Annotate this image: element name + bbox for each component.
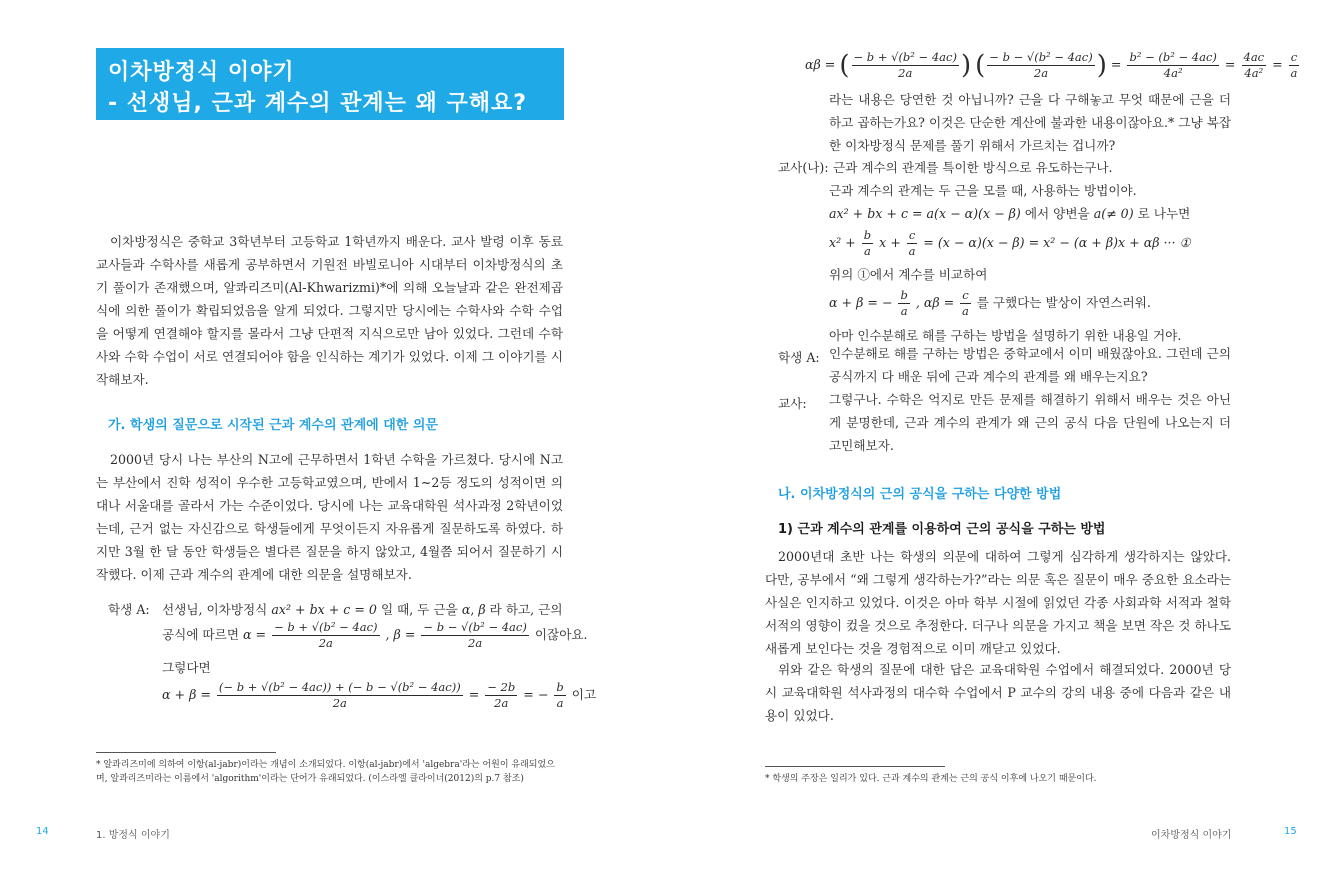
sum-fraction3 bbox=[554, 680, 565, 711]
teacher-line3-post: 로 나누면 bbox=[1137, 206, 1191, 221]
right-page-number: 15 bbox=[1284, 826, 1297, 837]
vieta-formulas bbox=[829, 288, 1151, 319]
subsection-1-text2: 위와 같은 학생의 질문에 대한 답은 교육대학원 수업에서 해결되었다. 2000년 당시 교육대학원 석사과정의 대수학 수업에서 P 교수의 강의 내용 중에 다음과 같은 내용이 있었다. bbox=[765, 662, 1231, 723]
student-continuation-text: 라는 내용은 당연한 것 아닙니까? 근을 다 구해놓고 무엇 때문에 근을 더하고 곱하는가요? 이것은 단순한 계산에 불과한 내용이잖아요.* 그냥 복잡한 이차방정식 문제를 풀기 위해서 가르치는 겁니까? bbox=[829, 92, 1231, 153]
prod-den1: 2a bbox=[898, 66, 913, 80]
beta-fraction bbox=[421, 620, 528, 651]
section-a-heading: 가. 학생의 질문으로 시작된 근과 계수의 관계에 대한 의문 bbox=[108, 418, 438, 433]
footnote-divider bbox=[96, 752, 276, 753]
section-a-paragraph bbox=[96, 448, 563, 586]
eq3-frac-c-num: c bbox=[962, 288, 969, 302]
student-a-line2 bbox=[162, 620, 588, 651]
section-a-text: 2000년 당시 나는 부산의 N고에 근무하면서 1학년 수학을 가르쳤다. 당시에 N고는 부산에서 진학 성적이 우수한 고등학교였으며, 반에서 1~2등 정도의 성적이면 의대나 서울대를 골라서 가는 수준이었다. 당시에 나는 교육대학원 석사과정 2학년이었는데, 근거 없는 자신감으로 학생들에게 무엇이든지 자유롭게 질문하도록 하였다. 하지만 3월 한 달 동안 학생들은 별다른 질문을 하지 않았고, 4월쯤 되어서 질문하기 시작했다. 이제 근과 계수의 관계에 대한 의문을 설명해보자. bbox=[96, 452, 563, 582]
subsection-1-paragraph1 bbox=[765, 545, 1231, 660]
teacher-line1: 근과 계수의 관계를 특이한 방식으로 유도하는구나. bbox=[833, 160, 1113, 175]
alpha-numerator: − b + √(b² − 4ac) bbox=[274, 620, 378, 634]
prod-num3: b² − (b² − 4ac) bbox=[1129, 50, 1217, 64]
eq2-frac-b-num: b bbox=[863, 228, 872, 242]
teacher-line5-post: 를 구했다는 발상이 자연스러워. bbox=[976, 295, 1151, 310]
prod-num1: − b + √(b² − 4ac) bbox=[853, 50, 957, 64]
teacher2-text: 그렇구나. 수학은 억지로 만든 문제를 해결하기 위해서 배우는 것은 아닌게 분명한데, 근과 계수의 관계가 왜 근의 공식 다음 단원에 나오는지 더 고민해보자. bbox=[829, 392, 1231, 453]
subsection-1-text1: 2000년대 초반 나는 학생의 의문에 대하여 그렇게 심각하게 생각하지는 않았다. 다만, 공부에서 “왜 그렇게 생각하는가?”라는 의문 혹은 질문이 매우 중요한 요소라는 사실은 인지하고 있었다. 이것은 아마 학부 시절에 읽었던 각종 사회과학 서적과 철학 서적의 영향이 컸을 것으로 추정한다. 더구나 의문을 가지고 책을 보면 작은 것 하나도 새롭게 보인다는 것을 경험적으로 이미 깨닫고 있었다. bbox=[765, 549, 1231, 656]
sum-denominator2: 2a bbox=[494, 696, 509, 710]
sum-fraction bbox=[217, 680, 463, 711]
teacher-line2: 근과 계수의 관계는 두 근을 모를 때, 사용하는 방법이야. bbox=[829, 183, 1137, 198]
eq3-frac-c bbox=[960, 288, 970, 319]
prod-den5: a bbox=[1290, 66, 1298, 80]
sum-equals: = bbox=[468, 687, 480, 702]
eq2-frac-b-den: a bbox=[863, 244, 871, 258]
left-footnote: * 알콰리즈미에 의하여 이항(al-jabr)이라는 개념이 소개되었다. 이항(al-jabr)에서 'algebra'라는 어원이 유래되었으며, 알콰리즈미라는 이름에서 'algorithm'이라는 단어가 유래되었다. (이스라엘 클라이너(2012)의 p.7 참조) bbox=[96, 760, 555, 784]
sum-post: 이고 bbox=[571, 687, 597, 702]
section-b-heading: 나. 이차방정식의 근의 공식을 구하는 다양한 방법 bbox=[778, 487, 1062, 502]
beta-symbol: β bbox=[478, 602, 486, 617]
student-continuation bbox=[829, 88, 1231, 157]
subsection-1-heading: 1) 근과 계수의 관계를 이용하여 근의 공식을 구하는 방법 bbox=[778, 522, 1106, 537]
right-running-head: 이차방정식 이야기 bbox=[1151, 830, 1232, 841]
prod-lhs: αβ = bbox=[805, 57, 836, 72]
teacher-line4: 위의 ①에서 계수를 비교하여 bbox=[829, 267, 988, 282]
eq2-frac-c bbox=[907, 228, 917, 259]
prod-fraction1 bbox=[852, 50, 959, 81]
left-page-number: 14 bbox=[36, 826, 49, 837]
student-a2-paragraph bbox=[829, 342, 1231, 388]
student-a2-label: 학생 A: bbox=[778, 350, 820, 365]
intro-paragraph bbox=[96, 230, 563, 391]
prod-den4: 4a² bbox=[1244, 66, 1264, 80]
alpha-fraction bbox=[272, 620, 379, 651]
student-a-line1 bbox=[162, 599, 563, 618]
sum-lhs: α + β = bbox=[162, 687, 211, 702]
eq2-c: = (x − α)(x − β) = x² − (α + β)x + αβ ··· ① bbox=[923, 235, 1191, 250]
prod-num4: 4ac bbox=[1243, 50, 1265, 64]
eq2-a: x² + bbox=[829, 235, 856, 250]
prod-fraction5 bbox=[1289, 50, 1299, 81]
student-a-line1-pre: 선생님, 이차방정식 bbox=[162, 602, 268, 617]
sum-fraction2 bbox=[485, 680, 517, 711]
prod-num5: c bbox=[1290, 50, 1298, 64]
sum-of-roots-equation bbox=[162, 680, 596, 711]
eq3-frac-b bbox=[898, 288, 909, 319]
prod-eq1: = bbox=[1110, 57, 1122, 72]
alpha-denominator: 2a bbox=[318, 636, 333, 650]
prod-den2: 2a bbox=[1033, 66, 1049, 80]
eq2-frac-c-num: c bbox=[908, 228, 916, 242]
intro-text: 이차방정식은 중학교 3학년부터 고등학교 1학년까지 배운다. 교사 발령 이후 동료 교사들과 수학사를 새롭게 공부하면서 기원전 바빌로니아 시대부터 이차방정식의 초기 풀이가 존재했으며, 알콰리즈미(Al-Khwarizmi)*에 의해 오늘날과 같은 완전제곱식에 의한 풀이가 확립되었음을 알게 되었다. 그렇지만 당시에는 수학사와 수학 수업을 어떻게 연결해야 할지를 몰라서 그냥 단편적 지식으로만 남아 있었다. 그런데 수학사와 수학 수업이 서로 연결되어야 함을 인식하는 계기가 있었다. 이제 그 이야기를 시작해보자. bbox=[96, 234, 563, 387]
eq3-frac-b-num: b bbox=[900, 288, 908, 302]
prod-fraction3 bbox=[1127, 50, 1218, 81]
prod-num2: − b − √(b² − 4ac) bbox=[989, 50, 1093, 64]
student-a-line3: 그렇다면 bbox=[162, 660, 211, 675]
comma: , bbox=[470, 602, 475, 617]
equation-1 bbox=[829, 228, 1191, 259]
right-footnote: * 학생의 주장은 일리가 있다. 근과 계수의 관계는 근의 공식 이후에 나오기 때문이다. bbox=[765, 774, 1097, 784]
prod-eq3: = bbox=[1272, 57, 1283, 72]
eq3-b: , αβ = bbox=[915, 295, 955, 310]
teacher-line6: 아마 인수분해로 해를 구하는 방법을 설명하기 위한 내용일 거야. bbox=[829, 328, 1182, 343]
prod-fraction2 bbox=[987, 50, 1094, 81]
eq3-frac-b-den: a bbox=[900, 304, 908, 318]
prod-fraction4 bbox=[1242, 50, 1267, 81]
factored-form: ax² + bx + c = a(x − α)(x − β) bbox=[829, 206, 1021, 221]
student-a-line2-post: 이잖아요. bbox=[534, 627, 588, 642]
teacher-line3 bbox=[829, 203, 1190, 222]
teacher-label: 교사(나): bbox=[778, 160, 829, 175]
product-of-roots-equation: αβ = ( $\frac{\text{− b + √(b² − 4ac)}}{2a}$ ) ( $\frac{\text{− b − √(b² − 4ac)}}{2a}$ ) = $\frac{\text{b² − (b² − 4ac)}}{\text{4a²}}$ = $\frac{4ac}{\text{4a²}}$ = $\frac{c}{a}$ bbox=[805, 50, 1298, 81]
eq2-frac-b bbox=[862, 228, 873, 259]
beta-denominator: 2a bbox=[468, 636, 483, 650]
chapter-title-line2: - 선생님, 근과 계수의 관계는 왜 구해요? bbox=[108, 91, 527, 116]
alpha-eq-lhs: α = bbox=[243, 627, 267, 642]
nonzero-a: a(≠ 0) bbox=[1093, 206, 1134, 221]
left-running-head: 1. 방정식 이야기 bbox=[96, 830, 170, 841]
prod-eq2: = bbox=[1224, 57, 1236, 72]
subsection-1-paragraph2 bbox=[765, 658, 1231, 727]
student-a2-text: 인수분해로 해를 구하는 방법은 중학교에서 이미 배웠잖아요. 그런데 근의 공식까지 다 배운 뒤에 근과 계수의 관계를 왜 배우는지요? bbox=[829, 346, 1231, 384]
student-a-label: 학생 A: bbox=[108, 602, 150, 617]
alpha-symbol: α bbox=[461, 602, 471, 617]
teacher-line3-mid: 에서 양변을 bbox=[1024, 206, 1090, 221]
beta-numerator: − b − √(b² − 4ac) bbox=[423, 620, 527, 634]
sum-numerator: (− b + √(b² − 4ac)) + (− b − √(b² − 4ac)) bbox=[218, 680, 461, 694]
eq2-b: x + bbox=[879, 235, 901, 250]
sum-numerator2: − 2b bbox=[487, 680, 516, 694]
student-a-line1-post: 라 하고, 근의 bbox=[489, 602, 563, 617]
chapter-title-banner bbox=[96, 48, 564, 120]
eq2-frac-c-den: a bbox=[908, 244, 916, 258]
sum-denominator3: a bbox=[556, 696, 564, 710]
eq3-frac-c-den: a bbox=[962, 304, 969, 318]
sum-numerator3: b bbox=[556, 680, 564, 694]
quadratic-equation: ax² + bx + c = 0 bbox=[271, 602, 377, 617]
teacher2-paragraph bbox=[829, 388, 1231, 457]
prod-den3: 4a² bbox=[1163, 66, 1183, 80]
teacher2-label: 교사: bbox=[778, 396, 807, 411]
right-footnote-divider bbox=[765, 766, 945, 767]
chapter-title-line1: 이차방정식 이야기 bbox=[108, 60, 295, 85]
beta-eq-lhs: , β = bbox=[385, 627, 416, 642]
eq3-a: α + β = − bbox=[829, 295, 893, 310]
sum-equals2: = − bbox=[523, 687, 549, 702]
student-a-line2-pre: 공식에 따르면 bbox=[162, 627, 239, 642]
sum-denominator: 2a bbox=[332, 696, 347, 710]
student-a-line1-mid: 일 때, 두 근을 bbox=[380, 602, 458, 617]
